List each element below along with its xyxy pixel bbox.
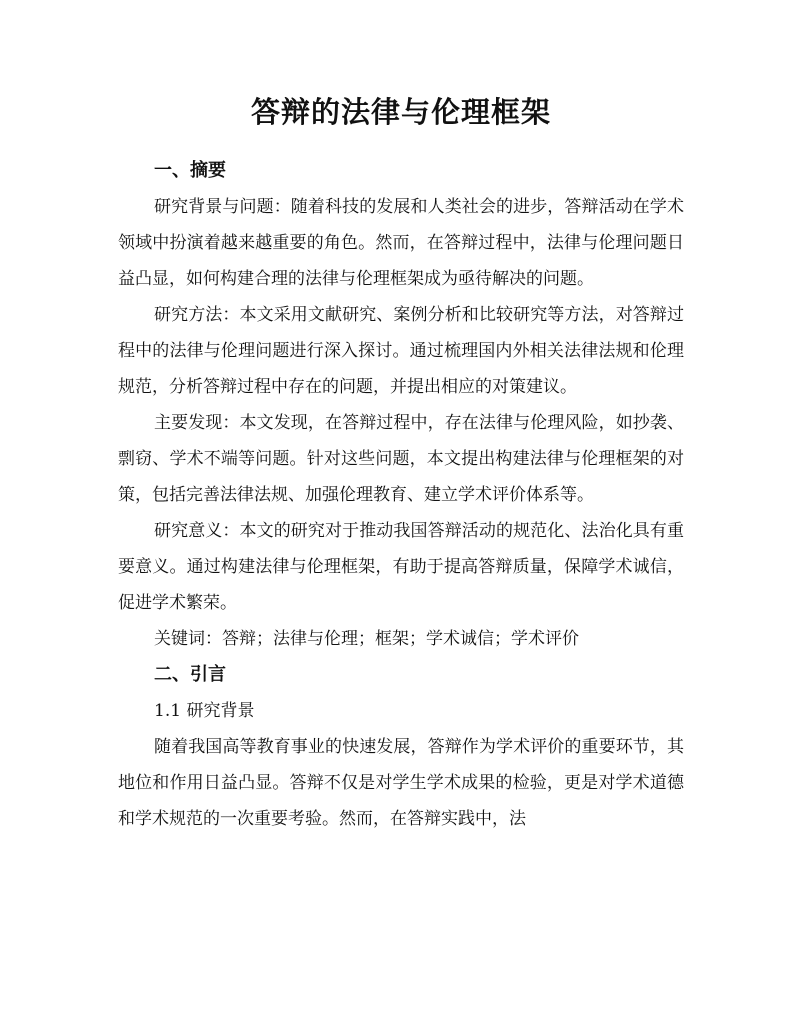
- subsection-heading-research-background: 1.1 研究背景: [154, 701, 255, 721]
- abstract-paragraph-method: 研究方法：本文采用文献研究、案例分析和比较研究等方法，对答辩过程中的法律与伦理问题进行深入探讨。通过梳理国内外相关法律法规和伦理规范，分析答辩过程中存在的问题，并提出相应的对策建议。: [118, 305, 684, 397]
- section-heading-abstract: 一、摘要: [154, 160, 226, 181]
- abstract-paragraph-findings: 主要发现：本文发现，在答辩过程中，存在法律与伦理风险，如抄袭、剽窃、学术不端等问题。针对这些问题，本文提出构建法律与伦理框架的对策，包括完善法律法规、加强伦理教育、建立学术评价体系等。: [118, 413, 684, 505]
- intro-paragraph: 随着我国高等教育事业的快速发展，答辩作为学术评价的重要环节，其地位和作用日益凸显。答辩不仅是对学生学术成果的检验，更是对学术道德和学术规范的一次重要考验。然而，在答辩实践中，法: [118, 737, 684, 829]
- keywords-line: 关键词：答辩；法律与伦理；框架；学术诚信；学术评价: [154, 629, 579, 649]
- abstract-paragraph-significance: 研究意义：本文的研究对于推动我国答辩活动的规范化、法治化具有重要意义。通过构建法律与伦理框架，有助于提高答辩质量，保障学术诚信，促进学术繁荣。: [118, 521, 684, 613]
- document-title: 答辩的法律与伦理框架: [250, 95, 551, 129]
- abstract-paragraph-background: 研究背景与问题：随着科技的发展和人类社会的进步，答辩活动在学术领域中扮演着越来越重要的角色。然而，在答辩过程中，法律与伦理问题日益凸显，如何构建合理的法律与伦理框架成为亟待解决的问题。: [118, 197, 684, 289]
- document-page: [118, 90, 684, 837]
- section-heading-introduction: 二、引言: [154, 664, 226, 685]
